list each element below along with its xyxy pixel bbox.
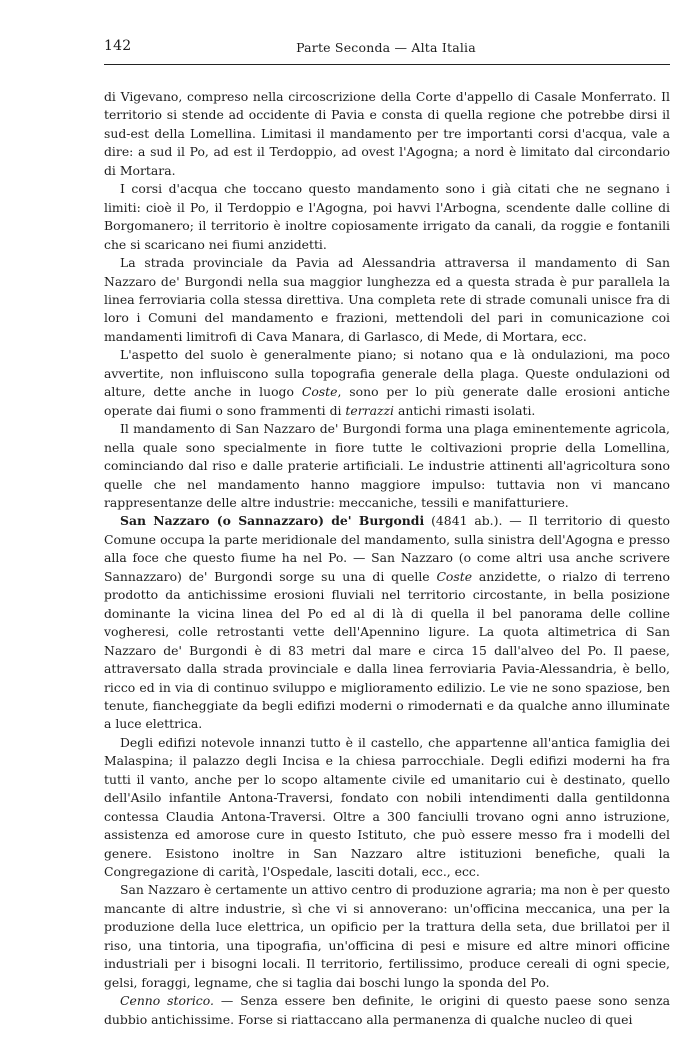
paragraph-text: L'aspetto del suolo è generalmente piano; si notano qua e là ondulazioni, ma poco avvertite, non influiscono sulla topografia generale della plaga. Queste ondulazioni od alture, dette anche in luogo <box>104 347 670 400</box>
paragraph-terrain <box>104 346 670 420</box>
entry-heading: San Nazzaro (o Sannazzaro) de' Burgondi <box>120 513 425 529</box>
paragraph-text: Degli edifizi notevole innanzi tutto è il castello, che appartenne all'antica famiglia dei Malaspina; il palazzo degli Incisa e la chiesa parrocchiale. Degli edifizi moderni ha fra tutti il vanto, anche per lo scopo altamente civile ed umanitario cui è destinato, quello dell'Asilo infantile Antona-Traversi, fondato con nobili intendimenti dalla gentildonna contessa Claudia Antona-Traversi. Oltre a 300 fanciulli trovano ogni anno istruzione, assistenza ed amorose cure in questo Istituto, che può essere messo fra i modelli del genere. Esistono inoltre in San Nazzaro altre istituzioni benefiche, quali la Congregazione di carità, l'Ospedale, lasciti dotali, ecc., ecc. <box>104 734 670 880</box>
paragraph-text: (4841 ab.). — Il territorio di questo Comune occupa la parte meridionale del mandamento, sulla sinistra dell'Agogna e presso alla foce che questo fiume ha nel Po. — San Nazzaro (o come altri usa anche scrivere Sannazzaro) de' Burgondi sorge su una di quelle <box>104 513 670 584</box>
paragraph-text: I corsi d'acqua che toccano questo mandamento sono i già citati che ne segnano i limiti: cioè il Po, il Terdoppio e l'Agogna, poi havvi l'Arbogna, scendente dalle colline di Borgomanero; il territorio è inoltre copiosamente irrigato da canali, da roggie e fontanili che si scaricano nei fiumi anzidetti. <box>104 181 670 252</box>
paragraph-text: anzidette, o rialzo di terreno prodotto da antichissime erosioni fluviali nel territorio circostante, in bella posizione dominante la vicina linea del Po ed al di là di quella il bel panorama delle colline vogheresi, colle retrostanti vette dell'Apennino ligure. La quota altimetrica di San Nazzaro de' Burgondi è di 83 metri dal mare e circa 15 dall'alveo del Po. Il paese, attraversato dalla strada provinciale e dalla linea ferroviaria Pavia-Alessandria, è bello, ricco ed in via di continuo sviluppo e miglioramento edilizio. Le vie ne sono spaziose, ben tenute, fiancheggiate da begli edifizi moderni o rimodernati e da qualche anno illuminate a luce elettrica. <box>104 568 670 732</box>
paragraph-text: La strada provinciale da Pavia ad Alessandria attraversa il mandamento di San Nazzaro de' Burgondi nella sua maggior lunghezza ed a questa strada è pur parallela la linea ferroviaria colla stessa direttiva. Una completa rete di strade comunali unisce fra di loro i Comuni del mandamento e frazioni, mettendoli del pari in comunicazione coi mandamenti limitrofi di Cava Manara, di Garlasco, di Mede, di Mortara, ecc. <box>104 255 670 344</box>
paragraph-agriculture <box>104 420 670 512</box>
running-title: Parte Seconda — Alta Italia <box>296 40 476 55</box>
paragraph-text: antichi rimasti isolati. <box>394 402 536 418</box>
body-text <box>104 88 670 1029</box>
paragraph-roads <box>104 254 670 346</box>
section-label: Cenno storico. <box>120 993 214 1009</box>
paragraph-buildings <box>104 734 670 882</box>
paragraph-history <box>104 992 670 1029</box>
page-header <box>104 36 668 58</box>
paragraph-text: Il mandamento di San Nazzaro de' Burgondi forma una plaga eminentemente agricola, nella quale sono specialmente in fiore tutte le coltivazioni proprie della Lomellina, cominciando dal riso e dalle praterie artificiali. Le industrie attinenti all'agricoltura sono quelle che nel mandamento hanno maggiore impulso: tuttavia non vi mancano rappresentanze delle altre industrie: meccaniche, tessili e manifatturiere. <box>104 421 670 510</box>
paragraph-text: — Senza essere ben definite, le origini di questo paese sono senza dubbio antichissime. Forse si riattaccano alla permanenza di qualche nucleo di quei <box>104 993 670 1027</box>
header-rule <box>104 64 670 65</box>
italic-term: terrazzi <box>345 402 394 418</box>
paragraph-continuation <box>104 88 670 180</box>
paragraph-text: , sono per lo più generate dalle erosioni antiche operate dai fiumi o sono frammenti di <box>104 384 670 418</box>
paragraph-text: San Nazzaro è certamente un attivo centro di produzione agraria; ma non è per questo mancante di altre industrie, sì che vi si annoverano: un'officina meccanica, una per la produzione della luce elettrica, un opificio per la trattura della seta, due brillatoi per il riso, una tintoria, una tipografia, un'officina di pesi e misure ed altre minori officine industriali per i bisogni locali. Il territorio, fertilissimo, produce cereali di ogni specie, gelsi, foraggi, legname, che si taglia dai boschi lungo la sponda del Po. <box>104 882 670 990</box>
italic-term: Coste <box>301 384 338 400</box>
paragraph-rivers <box>104 180 670 254</box>
paragraph-industry <box>104 881 670 992</box>
italic-term: Coste <box>436 568 473 584</box>
paragraph-san-nazzaro <box>104 512 670 733</box>
page-number: 142 <box>104 38 132 54</box>
paragraph-text: di Vigevano, compreso nella circoscrizione della Corte d'appello di Casale Monferrato. Il territorio si stende ad occidente di Pavia e consta di quella regione che potrebbe dirsi il sud-est della Lomellina. Limitasi il mandamento per tre importanti corsi d'acqua, vale a dire: a sud il Po, ad est il Terdoppio, ad ovest l'Agogna; a nord è limitato dal circondario di Mortara. <box>104 89 670 178</box>
